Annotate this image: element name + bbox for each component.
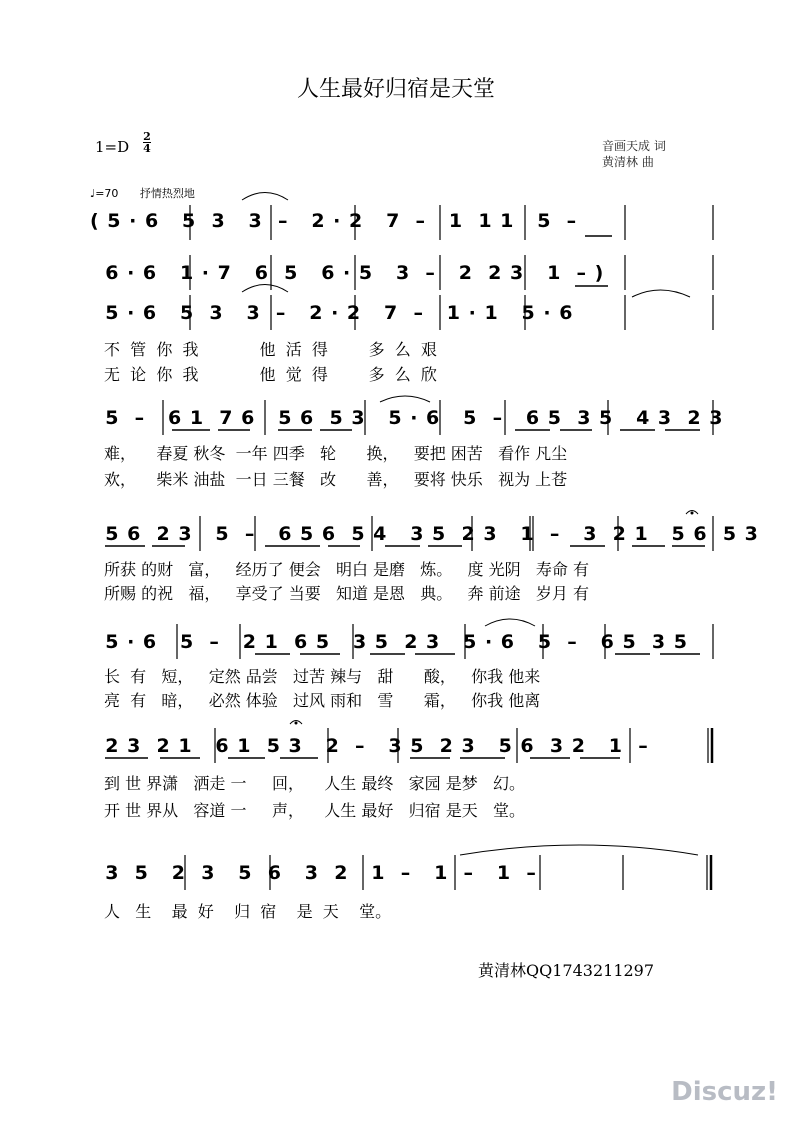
lyrics-row-5-verse-1: 所获 的财 富， 经历了 便会 明白 是磨 炼。 度 光阴 寿命 有 [104, 560, 589, 579]
time-bottom: 4 [143, 142, 151, 155]
barlines-row-3 [190, 295, 713, 330]
notation-row-3: 5 · 6 5 3 3 – 2 · 2 7 – 1 · 1 5 · 6 [90, 302, 574, 324]
notation-row-1: ( 5 · 6 5 3 3 – 2 · 2 7 – 1 1 1 5 – [90, 210, 578, 232]
lyrics-row-7-verse-1: 到 世 界潇 洒走 一 回， 人生 最终 家园 是梦 幻。 [104, 774, 525, 793]
notation-row-4: 5 – 6 1 7 6 5 6 5 3 5 · 6 5 – 6 5 3 5 4 3 2 3 [90, 407, 724, 429]
composer-credit: 黄清林 曲 [602, 155, 654, 169]
lyrics-row-5-verse-2: 所赐 的祝 福， 享受了 当要 知道 是恩 典。 奔 前途 岁月 有 [104, 584, 589, 603]
lyrics-row-3-verse-2: 无 论 你 我 他 觉 得 多 么 欣 [104, 365, 437, 384]
forum-watermark: Discuz! [671, 1077, 778, 1107]
expression-marking: 抒情热烈地 [139, 187, 195, 200]
barlines-row-1 [190, 205, 713, 240]
lyrics-row-6-verse-1: 长 有 短， 定然 品尝 过苦 辣与 甜 酸， 你我 他来 [104, 667, 541, 686]
key-signature: 1=D [95, 138, 130, 156]
lyricist-credit: 音画天成 词 [602, 139, 666, 153]
lyrics-row-7-verse-2: 开 世 界从 容道 一 声， 人生 最好 归宿 是天 堂。 [104, 801, 525, 820]
lyrics-row-8-verse-1: 人 生 最 好 归 宿 是 天 堂。 [104, 902, 392, 921]
fermatas [290, 511, 698, 725]
arranger-signature: 黄清林QQ1743211297 [478, 961, 655, 980]
notation-row-2: 6 · 6 1 · 7 6 5 6 · 5 3 – 2 2 3 1 – ) [90, 262, 605, 284]
lyrics-row-4-verse-2: 欢， 柴米 油盐 一日 三餐 改 善， 要将 快乐 视为 上苍 [104, 470, 568, 489]
notation-row-8: 3 5 2 3 5 6 3 2 1 – 1 – 1 – [90, 862, 537, 884]
barlines-row-8 [185, 855, 711, 890]
time-top: 2 [143, 130, 151, 143]
notation-row-7: 2 3 2 1 6 1 5 3 2 – 3 5 2 3 5 6 3 2 1 – [90, 735, 649, 757]
notation-row-5: 5 6 2 3 5 – 6 5 6 5 4 3 5 2 3 1 – 3 2 1 5 6 5 3 [90, 523, 759, 545]
song-title: 人生最好归宿是天堂 [296, 77, 495, 102]
beams [105, 236, 705, 758]
lyrics-row-3-verse-1: 不 管 你 我 他 活 得 多 么 艰 [104, 340, 437, 359]
notation-row-6: 5 · 6 5 – 2 1 6 5 3 5 2 3 5 · 6 5 – 6 5 3 5 [90, 631, 688, 653]
lyrics-row-4-verse-1: 难， 春夏 秋冬 一年 四季 轮 换， 要把 困苦 看作 凡尘 [104, 444, 568, 463]
lyrics-row-6-verse-2: 亮 有 暗， 必然 体验 过风 雨和 雪 霜， 你我 他离 [104, 691, 541, 710]
tempo-value: ♩=70 [90, 187, 119, 200]
